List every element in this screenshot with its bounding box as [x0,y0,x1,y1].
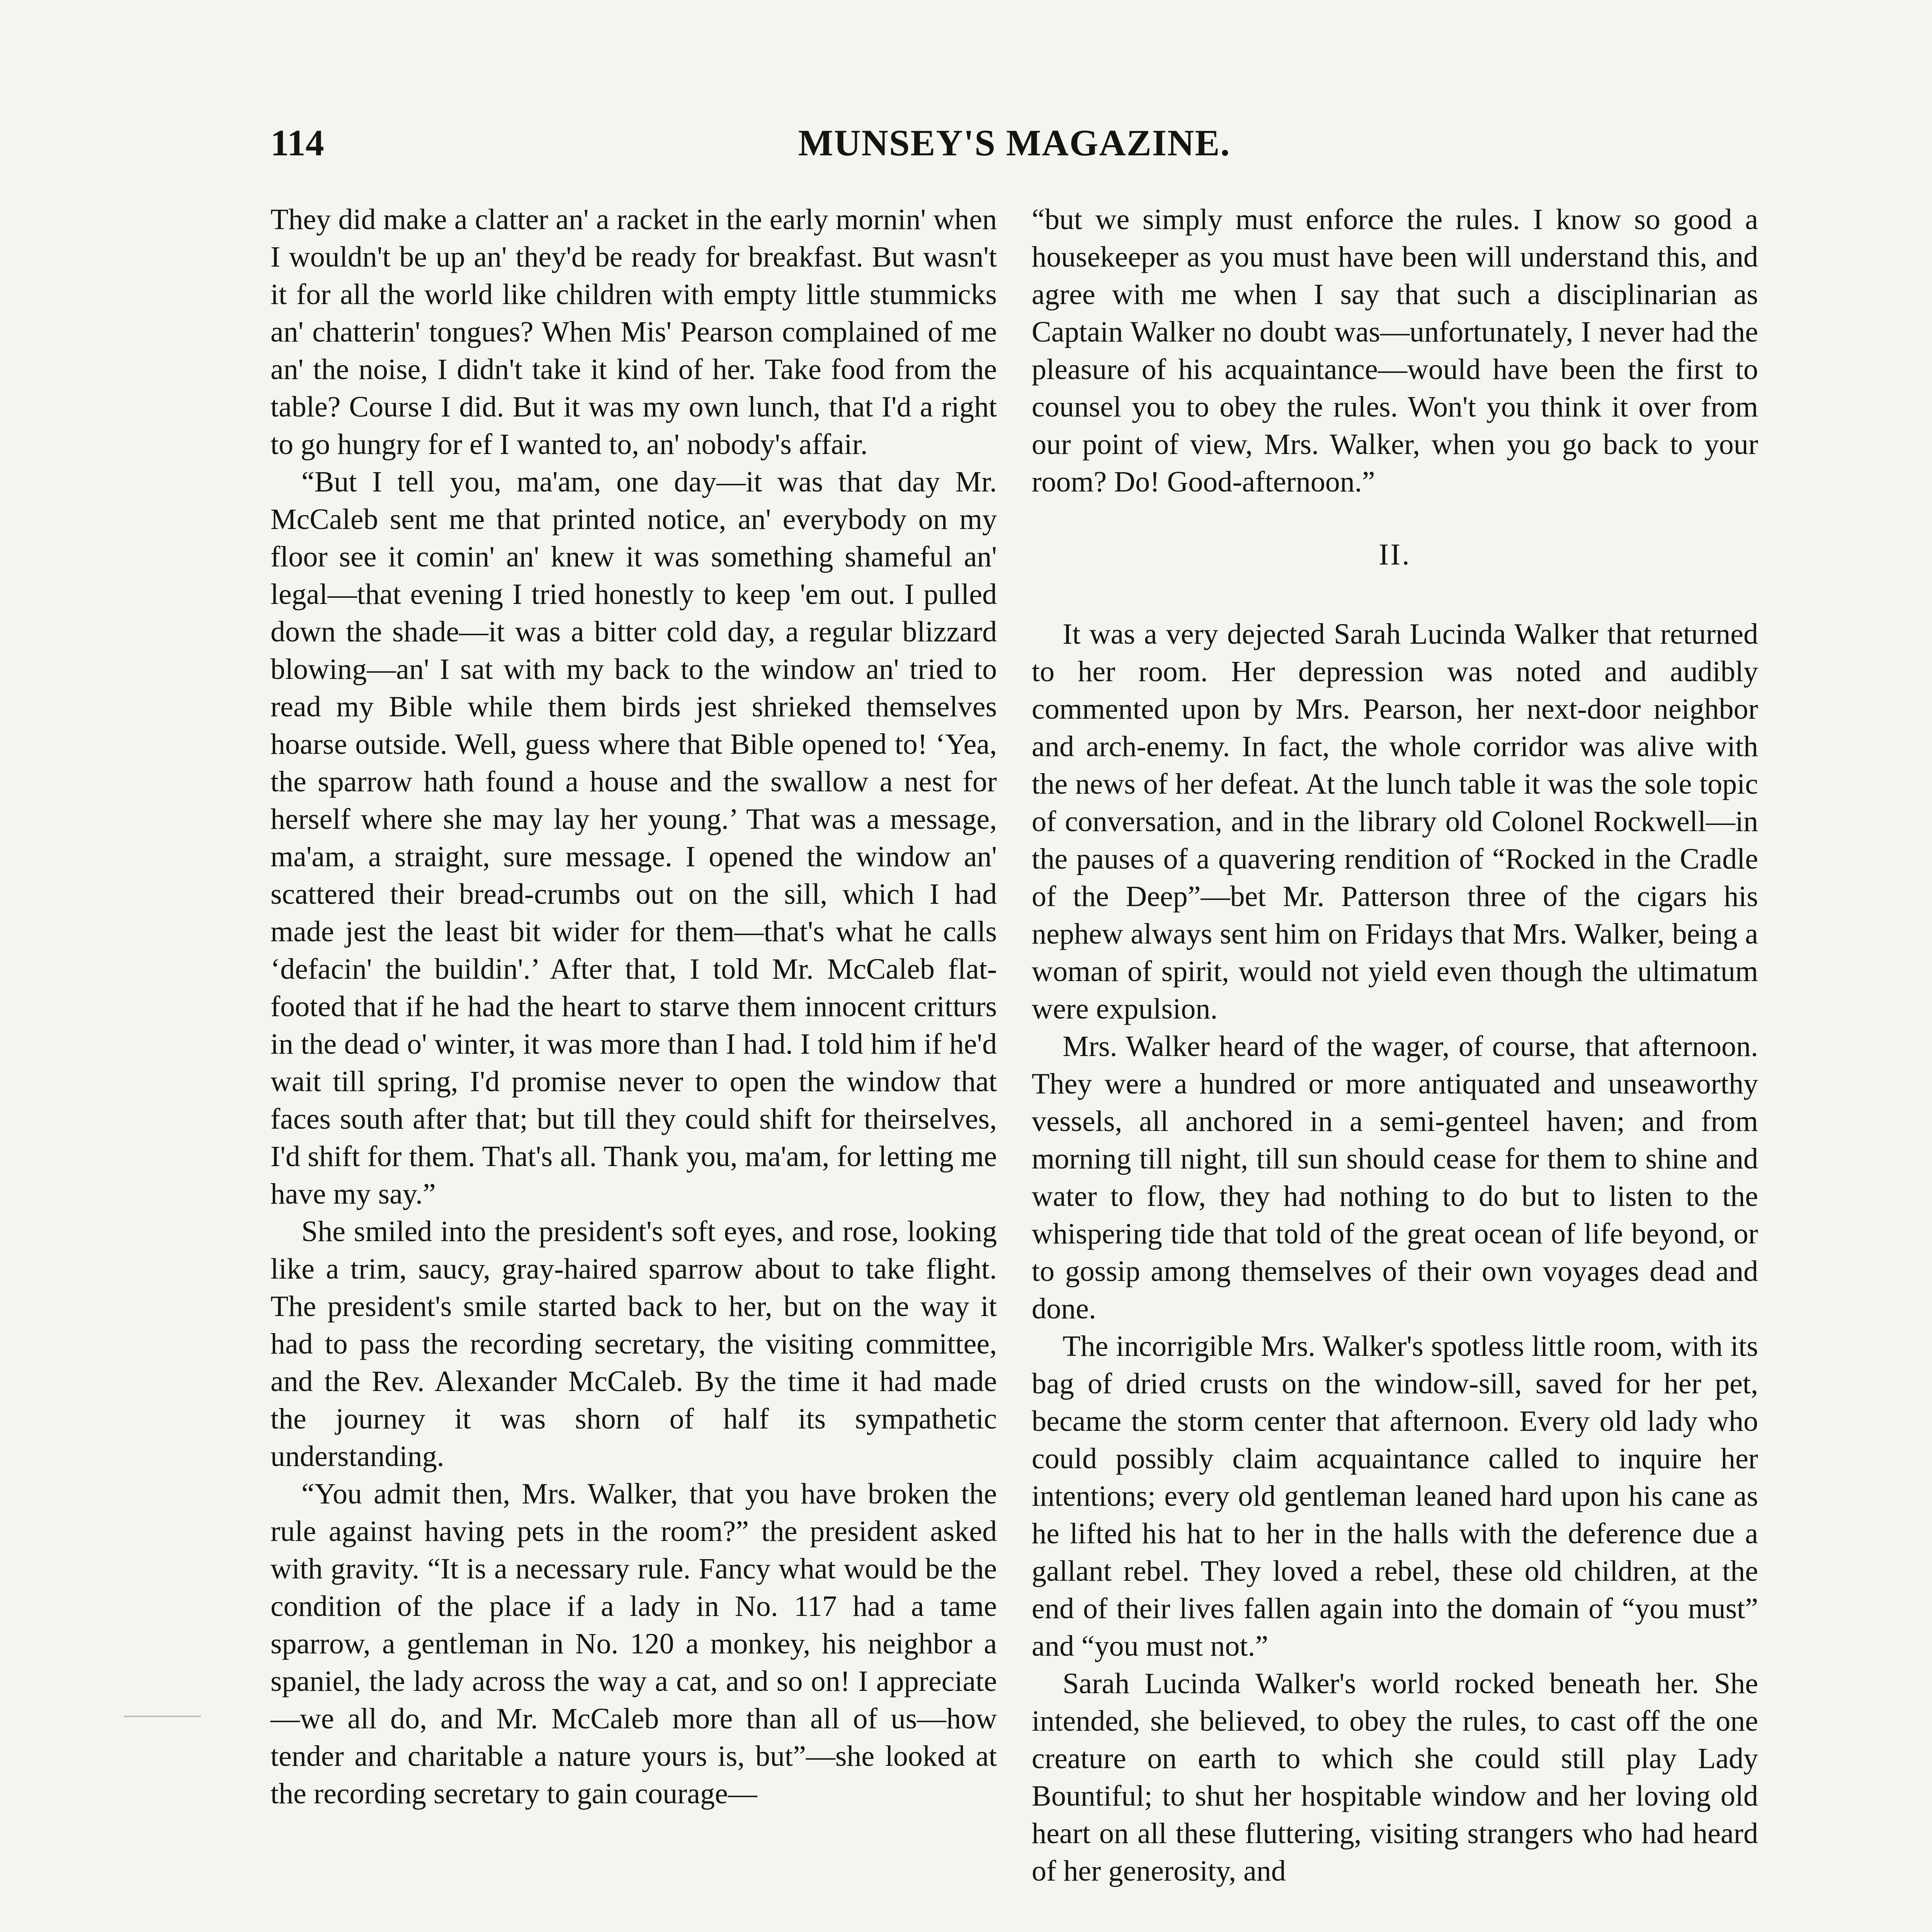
paragraph: They did make a clatter an' a racket in the early mornin' when I wouldn't be up an' they'd be ready for breakfast. But wasn't it for all the world like children with empty little stummicks an' chatterin' tongues? When Mis' Pearson complained of me an' the noise, I didn't take it kind of her. Take food from the table? Course I did. But it was my own lunch, that I'd a right to go hungry for ef I wanted to, an' nobody's affair. [270,203,997,461]
magazine-title: MUNSEY'S MAGAZINE. [798,122,1231,163]
right-column [1032,201,1758,1890]
paragraph: “but we simply must enforce the rules. I know so good a housekeeper as you must have been will understand this, and agree with me when I say that such a disciplinarian as Captain Walker no doubt was—unfortunately, I never had the pleasure of his acquaintance—would have been the first to counsel you to obey the rules. Won't you think it over from our point of view, Mrs. Walker, when you go back to your room? Do! Good-afternoon.” [1032,203,1758,498]
paragraph: It was a very dejected Sarah Lucinda Walker that returned to her room. Her depression was noted and audibly commented upon by Mrs. Pearson, her next-door neighbor and arch-enemy. In fact, the whole corridor was alive with the news of her defeat. At the lunch table it was the sole topic of conversation, and in the library old Colonel Rockwell—in the pauses of a quavering rendition of “Rocked in the Cradle of the Deep”—bet Mr. Patterson three of the cigars his nephew always sent him on Fridays that Mrs. Walker, being a woman of spirit, would not yield even though the ultimatum were expulsion. [1032,618,1758,1025]
paragraph: Mrs. Walker heard of the wager, of course, that afternoon. They were a hundred or more antiquated and unseaworthy vessels, all anchored in a semi-genteel haven; and from morning till night, till sun should cease for them to shine and water to flow, they had nothing to do but to listen to the whispering tide that told of the great ocean of life beyond, or to gossip among themselves of their own voyages dead and done. [1032,1030,1758,1325]
paragraph: The incorrigible Mrs. Walker's spotless little room, with its bag of dried crusts on the window-sill, saved for her pet, became the storm center that afternoon. Every old lady who could possibly claim acquaintance called to inquire her intentions; every old gentleman leaned hard upon his cane as he lifted his hat to her in the halls with the deference due a gallant rebel. They loved a rebel, these old children, at the end of their lives fallen again into the domain of “you must” and “you must not.” [1032,1330,1758,1662]
margin-mark [124,1716,201,1717]
paragraph: Sarah Lucinda Walker's world rocked beneath her. She intended, she believed, to obey the rules, to cast off the one creature on earth to which she could still play Lady Bountiful; to shut her hospitable window and her loving old heart on all these fluttering, visiting strangers who had heard of her generosity, and [1032,1667,1758,1887]
paragraph: “You admit then, Mrs. Walker, that you have broken the rule against having pets in the room?” the president asked with gravity. “It is a necessary rule. Fancy what would be the condition of the place if a lady in No. 117 had a tame sparrow, a gentleman in No. 120 a monkey, his neighbor a spaniel, the lady across the way a cat, and so on! I appreciate—we all do, and Mr. McCaleb more than all of us—how tender and charitable a nature yours is, but”—she looked at the recording secretary to gain courage— [270,1478,997,1810]
page-number: 114 [270,122,324,163]
paragraph: She smiled into the president's soft eyes, and rose, looking like a trim, saucy, gray-haired sparrow about to take flight. The president's smile started back to her, but on the way it had to pass the recording secretary, the visiting committee, and the Rev. Alexander McCaleb. By the time it had made the journey it was shorn of half its sympathetic understanding. [270,1215,997,1473]
paragraph: “But I tell you, ma'am, one day—it was that day Mr. McCaleb sent me that printed notice, an' everybody on my floor see it comin' an' knew it was something shameful an' legal—that evening I tried honestly to keep 'em out. I pulled down the shade—it was a bitter cold day, a regular blizzard blowing—an' I sat with my back to the window an' tried to read my Bible while them birds jest shrieked themselves hoarse outside. Well, guess where that Bible opened to! ‘Yea, the sparrow hath found a house and the swallow a nest for herself where she may lay her young.’ That was a message, ma'am, a straight, sure message. I opened the window an' scattered their bread-crumbs out on the sill, which I had made jest the least bit wider for them—that's what he calls ‘defacin' the buildin'.’ After that, I told Mr. McCaleb flat-footed that if he had the heart to starve them innocent critturs in the dead o' winter, it was more than I had. I told him if he'd wait till spring, I'd promise never to open the window that faces south after that; but till they could shift for theirselves, I'd shift for them. That's all. Thank you, ma'am, for letting me have my say.” [270,466,997,1210]
section-heading: II. [1379,537,1411,571]
left-column [270,201,997,1813]
page-header [270,116,1758,170]
